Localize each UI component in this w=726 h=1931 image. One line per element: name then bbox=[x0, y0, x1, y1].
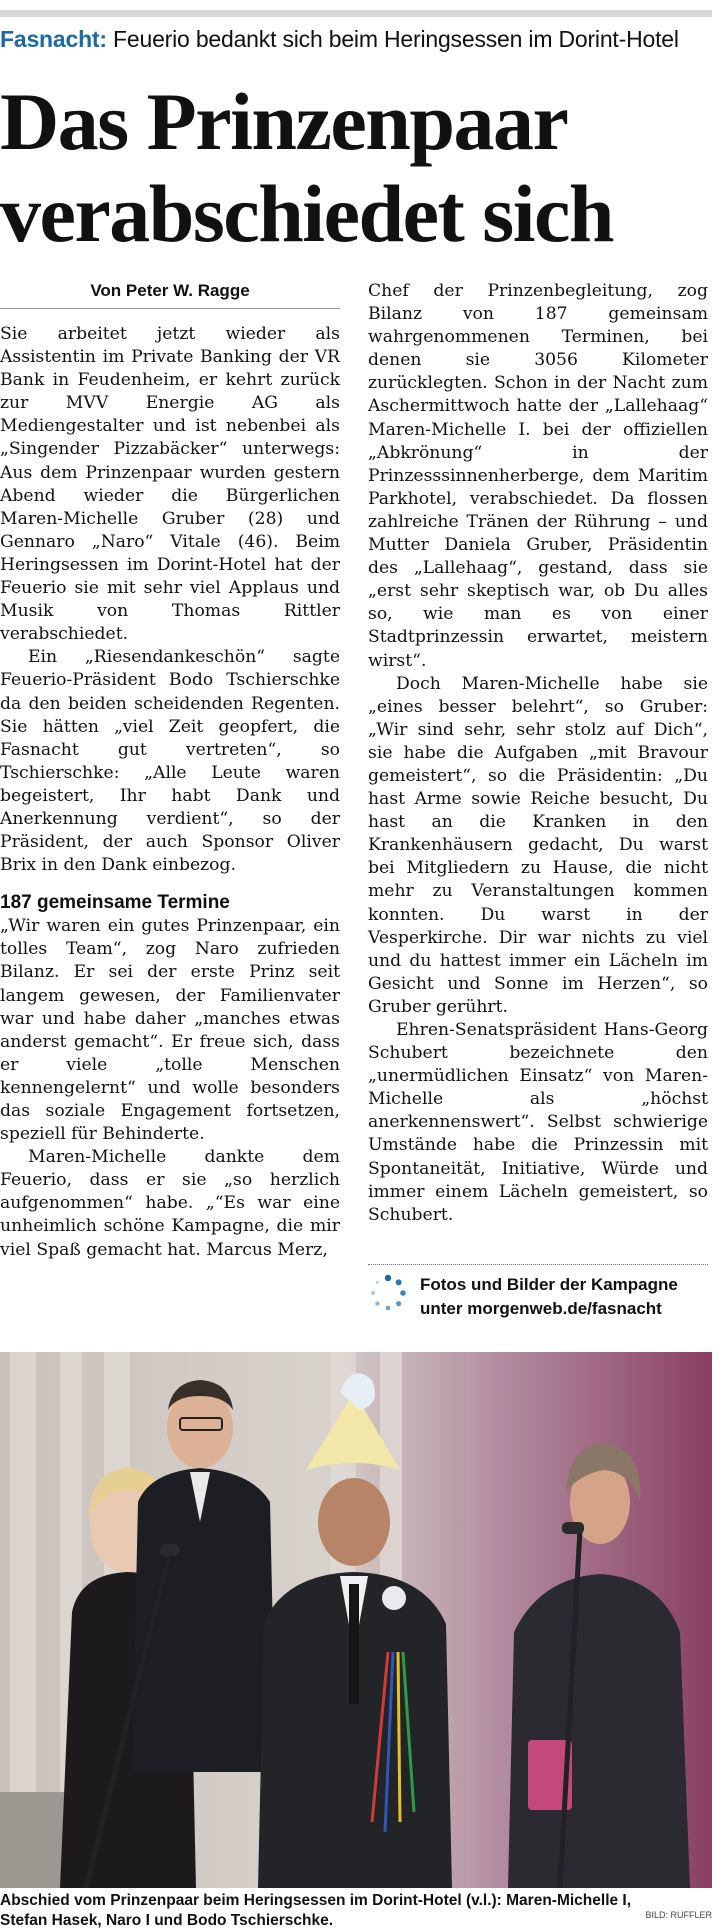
caption-line-2: Stefan Hasek, Naro I und Bodo Tschierschke. bbox=[0, 1912, 334, 1929]
byline: Von Peter W. Ragge bbox=[0, 280, 340, 309]
article-photo bbox=[0, 1352, 712, 1888]
promo-line-2[interactable]: unter morgenweb.de/fasnacht bbox=[420, 1299, 662, 1318]
photo-credit: BILD: RUFFLER bbox=[645, 1910, 712, 1920]
kicker-text: Feuerio bedankt sich beim Heringsessen im Dorint-Hotel bbox=[113, 26, 679, 52]
article-column-left bbox=[0, 280, 340, 1262]
photo-prinzenpaar bbox=[0, 1352, 712, 1888]
subheading: 187 gemeinsame Termine bbox=[0, 892, 230, 914]
loading-dots-icon bbox=[368, 1273, 408, 1313]
article-column-right bbox=[368, 280, 708, 1227]
promo-line-1: Fotos und Bilder der Kampagne bbox=[420, 1275, 678, 1294]
caption-line-1: Abschied vom Prinzenpaar beim Heringsessen im Dorint-Hotel (v.l.): Maren-Michelle I, bbox=[0, 1892, 632, 1909]
paragraph: „Wir waren ein gutes Prinzenpaar, ein tolles Team“, zog Naro zufrieden Bilanz. Er sei der erste Prinz seit langem gewesen, der Familienvater war und habe daher „manches etwas anderst gemacht“. Er freue sich, dass er viele „tolle Menschen kennengelernt“ und wolle besonders das soziale Engagement fortsetzen, speziell für Behinderte. bbox=[0, 916, 340, 1145]
paragraph: Ein „Riesendankeschön“ sagte Feuerio-Präsident Bodo Tschierschke da den beiden scheidenden Regenten. Sie hätten „viel Zeit geopfert, die Fasnacht gut vertreten“, so Tschierschke: „Alle Leute waren begeistert, Ihr habt Dank und Anerkennung verdient“, so der Präsident, der auch Sponsor Oliver Brix in den Dank einbezog. bbox=[0, 647, 340, 876]
paragraph: Doch Maren-Michelle habe sie „eines besser belehrt“, so Gruber: „Wir sind sehr, sehr stolz auf Dich“, sie habe die Aufgaben „mit Bravour gemeistert“, so die Präsidentin: „Du hast Arme sowie Reiche besucht, Du hast an die Kranken in den Krankenhäusern gedacht, Du warst bei Mitgliedern zu Hause, die nicht mehr zu Veranstaltungen kommen konnten. Du warst in der Vesperkirche. Dir war nichts zu viel und du hattest immer ein Lächeln im Gesicht und Sonne im Herzen“, so Gruber gerührt. bbox=[368, 673, 708, 1017]
headline bbox=[0, 76, 712, 260]
paragraph: Sie arbeitet jetzt wieder als Assistentin im Private Banking der VR Bank in Feudenheim, er kehrt zurück zur MVV Energie AG als Mediengestalter und ist nebenbei als „Singender Pizzabäcker“ unterwegs: Aus dem Prinzenpaar wurden gestern Abend wieder die Bürgerlichen Maren-Michelle Gruber (28) und Gennaro „Naro“ Vitale (46). Beim Heringsessen im Dorint-Hotel hat der Feuerio sie mit sehr viel Applaus und Musik von Thomas Rittler verabschiedet. bbox=[0, 324, 340, 645]
photo-caption bbox=[0, 1891, 712, 1931]
headline-line-2: verabschiedet sich bbox=[0, 168, 613, 259]
paragraph: Chef der Prinzenbegleitung, zog Bilanz von 187 gemeinsam wahrgenommenen Terminen, bei denen sie 3056 Kilometer zurücklegten. Schon in der Nacht zum Aschermittwoch hatte der „Lallehaag“ Maren-Michelle I. bei der offiziellen „Abkrönung“ in der Prinzesssinnenherberge, dem Maritim Parkhotel, verabschiedet. Da flossen zahlreiche Tränen der Rührung – und Mutter Daniela Gruber, Präsidentin des „Lallehaag“, gestand, dass sie „erst sehr skeptisch war, ob Du alles so, wie man es von einer Stadtprinzessin erwartet, meistern wirst“. bbox=[368, 281, 708, 671]
paragraph: Ehren-Senatspräsident Hans-Georg Schubert bezeichnete den „unermüdlichen Einsatz“ von Maren-Michelle als „höchst anerkennenswert“. Selbst schwierige Umstände habe die Prinzessin mit Spontaneität, Initiative, Würde und immer einem Lächeln gemeistert, so Schubert. bbox=[368, 1020, 708, 1225]
headline-line-1: Das Prinzenpaar bbox=[0, 76, 568, 167]
web-promo[interactable] bbox=[368, 1264, 708, 1321]
kicker bbox=[0, 24, 712, 54]
top-rule bbox=[0, 10, 712, 17]
paragraph: Maren-Michelle dankte dem Feuerio, dass er sie „so herzlich aufgenommen“ habe. „“Es war eine unheimlich schöne Kampagne, die mir viel Spaß gemacht hat. Marcus Merz, bbox=[0, 1147, 340, 1260]
kicker-category: Fasnacht: bbox=[0, 26, 107, 52]
promo-text bbox=[420, 1273, 678, 1321]
